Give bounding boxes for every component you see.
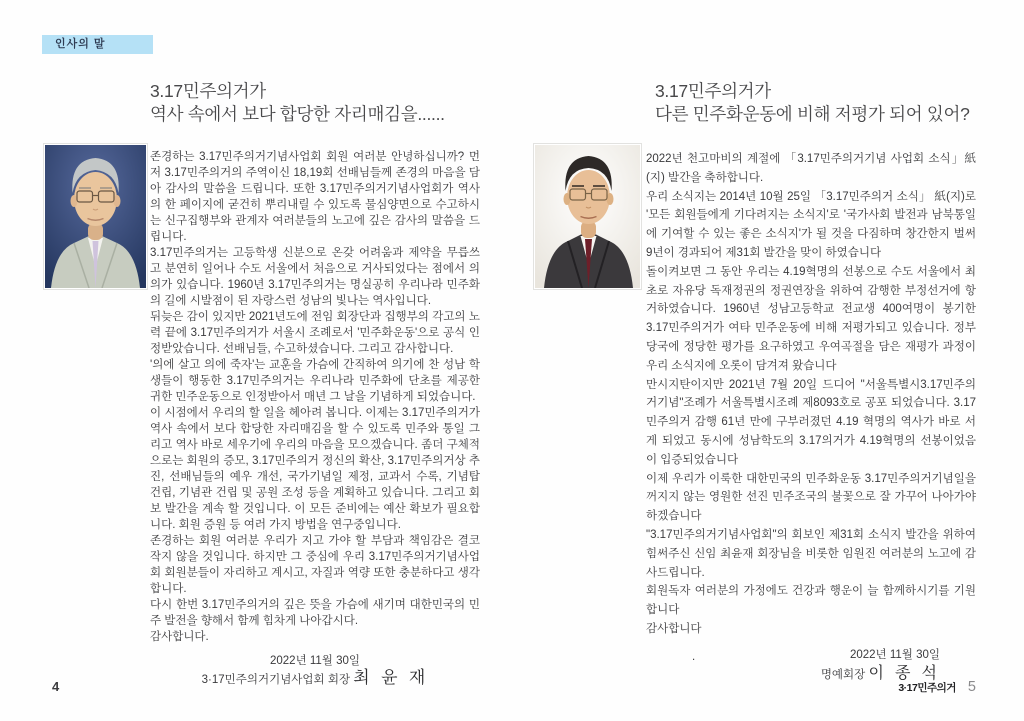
left-title-line2: 역사 속에서 보다 합당한 자리매김을...... — [150, 104, 445, 124]
page-number-left: 4 — [52, 679, 60, 694]
right-title-line1: 3.17민주의거가 — [655, 81, 771, 101]
footer-right-group — [898, 679, 976, 695]
portrait-illustration-right — [535, 145, 640, 288]
paragraph: 이 시점에서 우리의 할 일을 헤아려 봅니다. 이제는 3.17민주의거가 역사 속에서 보다 합당한 자리매김을 할 수 있도록 민주와 통일 그리고 역사 바로 세우기에 우리의 마음을 모으겠습니다. 좀더 구체적으로는 회원의 증모, 3.17민주의거 정신의 확산, 3.17민주의거상 추진, 선배님들의 예우 개선, 국가기념일 제정, 교과서 수록, 기념탑 건립, 기념관 건립 및 공원 조성 등을 계획하고 있습니다. 그리고 회보 발간을 계속 할 것입니다. 이 모든 준비에는 예산 확보가 필요합니다. 회원 증원 등 여러 가지 방법을 연구중입니다. — [150, 407, 480, 531]
publication-title: 3·17민주의거 — [898, 681, 956, 694]
paragraph: 2022년 천고마비의 계절에 「3.17민주의거기념 사업회 소식」紙(지) 발간을 축하합니다. — [646, 153, 976, 184]
paragraph: 만시지탄이지만 2021년 7월 20일 드디어 "서울특별시3.17민주의거기념"조례가 서울특별시조례 제8093호로 공포 되었습니다. 3.17민주의거 감행 61년 만에 구부러졌던 4.19 혁명의 역사가 바로 서게 되었고 동시에 성남학도의 3.17의거가 4.19혁명의 선봉이었음이 입증되었습니다 — [646, 378, 976, 466]
right-title-line2: 다른 민주화운동에 비해 저평가 되어 있어? — [655, 104, 970, 124]
paragraph: 뒤늦은 감이 있지만 2021년도에 전임 회장단과 집행부의 각고의 노력 끝에 3.17민주의거가 서울시 조례로서 '민주화운동'으로 공식 인정받았습니다. 선배님들, 수고하셨습니다. 그리고 감사합니다. — [150, 311, 480, 355]
paragraph: 다시 한번 3.17민주의거의 깊은 뜻을 가슴에 새기며 대한민국의 민주 발전을 향해서 함께 힘차게 나아갑시다. — [150, 599, 480, 627]
paragraph: 감사합니다. — [150, 631, 209, 643]
signature-name: 이 종 석 — [868, 662, 940, 682]
section-badge: 인사의 말 — [42, 35, 153, 54]
left-title-line1: 3.17민주의거가 — [150, 81, 266, 101]
right-page-title — [655, 80, 970, 126]
paragraph: '의에 살고 의에 죽자'는 교훈을 가슴에 간직하여 의기에 찬 성남 학생들이 행동한 3.17민주의거는 우리나라 민주화에 단초를 제공한 귀한 민주운동으로 인정받아서 매년 그 날을 기념하게 되었습니다. — [150, 359, 480, 403]
right-page-body — [646, 150, 976, 684]
paragraph: 우리 소식지는 2014년 10월 25일 「3.17민주의거 소식」 紙(지)로 '모든 회원들에게 기다려지는 소식지'로 '국가사회 발전과 남북통일에 기여할 수 있는 좋은 소식지'가 될 것을 다짐하며 창간한지 벌써 9년이 경과되어 제31회 발간을 맞이 하였습니다 — [646, 190, 976, 259]
paragraph: 존경하는 회원 여러분 우리가 지고 가야 할 부담과 책임감은 결코 작지 않을 것입니다. 하지만 그 중심에 우리 3.17민주의거기념사업회 회원분들이 자리하고 계시고, 자질과 역량 또한 충분하다고 생각합니다. — [150, 535, 480, 595]
signature-date: 2022년 11월 30일 — [269, 655, 361, 667]
signature-name: 최 윤 재 — [353, 668, 429, 688]
paragraph: "3.17민주의거기념사업회"의 회보인 제31회 소식지 발간을 위하여 힘써주신 신임 최윤재 회장님을 비롯한 임원진 여러분의 노고에 감사드립니다. — [646, 528, 976, 579]
paragraph: 돌이켜보면 그 동안 우리는 4.19혁명의 선봉으로 수도 서울에서 최초로 자유당 독재정권의 정권연장을 위하여 감행한 부정선거에 항거하였습니다. 1960년 성남고등학교 전교생 400여명이 봉기한 3.17민주의거가 여타 민주운동에 비해 저평가되고 있습니다. 정부당국에 정당한 평가를 요구하였고 우여곡절을 담은 재평가 과정이 우리 소식지에 오롯이 담겨져 왔습니다 — [646, 265, 976, 372]
signature-date: 2022년 11월 30일 — [849, 648, 940, 661]
signature-role: 3·17민주의거기념사업회 회장 — [201, 674, 351, 686]
paragraph: 존경하는 3.17민주의거기념사업회 회원 여러분 안녕하십니까? 먼저 3.17민주의거의 주역이신 18,19회 선배님들께 존경의 마음을 담아 감사의 말씀을 드립니다. 또한 3.17민주의거기념사업회가 역사의 한 페이지에 굳건히 뿌리내릴 수 있도록 물심양면으로 수고하시는 신구집행부와 관계자 여러분들의 노고에 깊은 감사의 말씀을 드립니다. — [150, 151, 480, 243]
left-portrait-photo — [43, 143, 148, 290]
right-portrait-photo — [533, 143, 642, 290]
paragraph: 3.17민주의거는 고등학생 신분으로 온갖 어려움과 제약을 무릅쓰고 분연히 일어나 수도 서울에서 처음으로 거사되었다는 점에서 의의가 있습니다. 1960년 3.17민주의거는 명실공히 우리나라 민주화의 길에 시발점이 된 자랑스런 성남의 빛나는 역사입니다. — [150, 247, 480, 307]
left-page-body — [150, 149, 480, 689]
paragraph: 회원독자 여러분의 가정에도 건강과 행운이 늘 함께하시기를 기원합니다 — [646, 585, 976, 617]
paragraph: 이제 우리가 이룩한 대한민국의 민주화운동 3.17민주의거기념일을 꺼지지 않는 영원한 선진 민주조국의 불꽃으로 잘 가꾸어 나아가야 하겠습니다 — [646, 472, 976, 523]
stray-period: . — [692, 650, 696, 663]
signature-role: 명예회장 — [820, 668, 866, 681]
page-number-right: 5 — [967, 679, 976, 695]
paragraph: 감사합니다 — [646, 622, 702, 635]
left-page-title — [150, 80, 445, 126]
left-signature-block — [150, 653, 480, 689]
portrait-illustration-left — [45, 145, 146, 288]
